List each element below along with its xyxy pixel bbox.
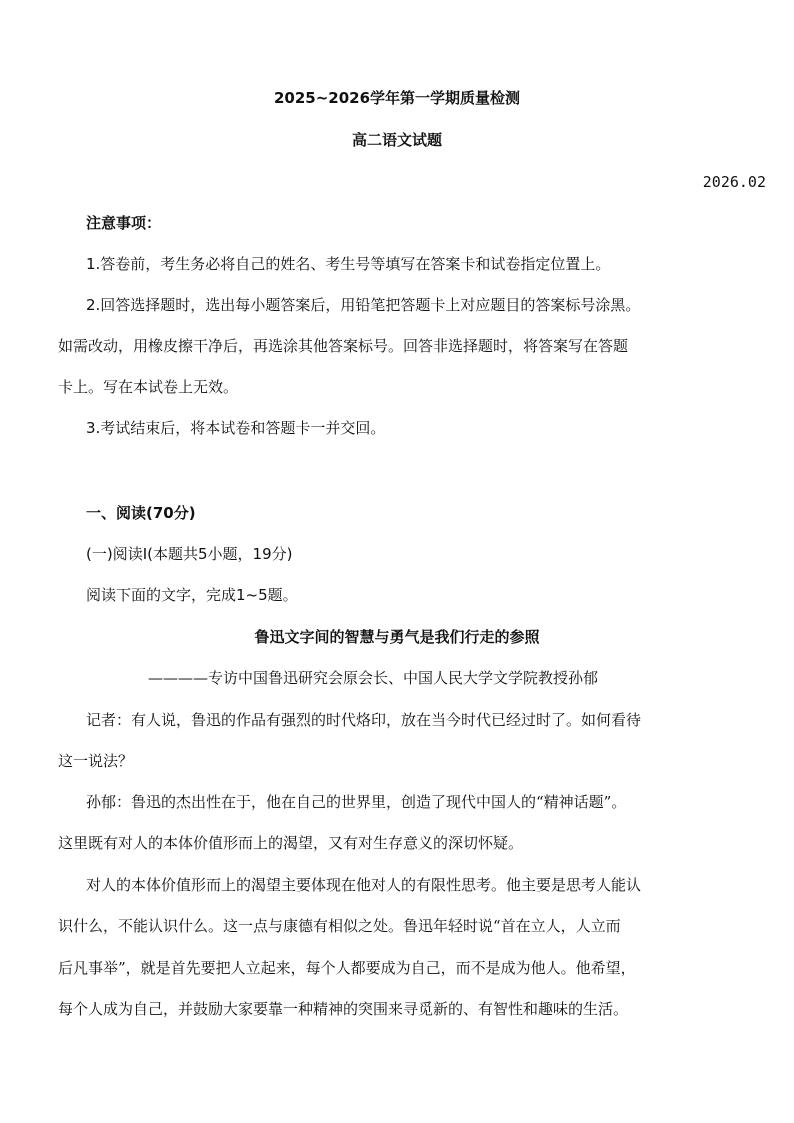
article-line-4: 这里既有对人的本体价值形而上的渴望，又有对生存意义的深切怀疑。	[58, 834, 524, 852]
article-line-3: 孙郁：鲁迅的杰出性在于，他在自己的世界里，创造了现代中国人的“精神话题”。	[86, 793, 627, 811]
notice-item-2-cont-2: 卡上。写在本试卷上无效。	[58, 378, 239, 396]
page-title: 2025~2026学年第一学期质量检测	[273, 89, 521, 107]
article-line-6: 识什么，不能认识什么。这一点与康德有相似之处。鲁迅年轻时说“首在立人，人立而	[58, 917, 621, 935]
article-line-5: 对人的本体价值形而上的渴望主要体现在他对人的有限性思考。他主要是思考人能认	[86, 876, 642, 894]
notice-heading: 注意事项：	[86, 214, 162, 232]
article-line-8: 每个人成为自己，并鼓励大家要靠一种精神的突围来寻觅新的、有智性和趣味的生活。	[58, 1000, 629, 1018]
article-line-2: 这一说法？	[58, 752, 134, 770]
section-heading: 一、阅读(70分)	[86, 504, 196, 522]
exam-date: 2026.02	[702, 173, 766, 191]
section-sub-heading: (一)阅读Ⅰ(本题共5小题，19分)	[86, 545, 293, 563]
article-subtitle: ————专访中国鲁迅研究会原会长、中国人民大学文学院教授孙郁	[148, 669, 599, 687]
article-line-7: 后凡事举”，就是首先要把人立起来，每个人都要成为自己，而不是成为他人。他希望，	[58, 959, 636, 977]
article-title: 鲁迅文字间的智慧与勇气是我们行走的参照	[254, 628, 540, 646]
notice-item-2: 2.回答选择题时，选出每小题答案后，用铅笔把答题卡上对应题目的答案标号涂黑。	[86, 296, 641, 314]
notice-item-3: 3.考试结束后，将本试卷和答题卡一并交回。	[86, 419, 386, 437]
notice-item-1: 1.答卷前，考生务必将自己的姓名、考生号等填写在答案卡和试卷指定位置上。	[86, 255, 611, 273]
notice-item-2-cont-1: 如需改动，用橡皮擦干净后，再选涂其他答案标号。回答非选择题时，将答案写在答题	[58, 337, 629, 355]
page-subtitle: 高二语文试题	[351, 131, 442, 149]
section-instruction: 阅读下面的文字，完成1~5题。	[86, 586, 298, 604]
article-line-1: 记者：有人说，鲁迅的作品有强烈的时代烙印，放在当今时代已经过时了。如何看待	[86, 711, 642, 729]
